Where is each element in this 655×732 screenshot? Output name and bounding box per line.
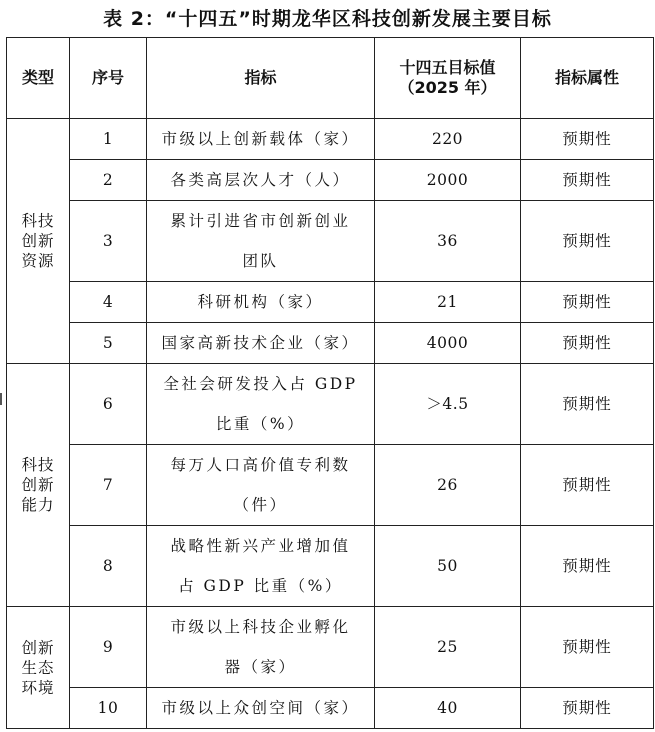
indicator-line: （件） (233, 496, 288, 514)
goals-table (6, 37, 654, 729)
indicator-line: 占 GDP 比重（%） (178, 577, 343, 595)
header-serial: 序号 (70, 38, 147, 119)
header-indicator: 指标 (147, 38, 375, 119)
indicator-line: 市级以上众创空间（家） (161, 699, 360, 717)
attribute-cell: 预期性 (521, 688, 654, 729)
category-line: 生态 (21, 658, 55, 677)
table-row (7, 323, 654, 364)
serial-cell: 10 (70, 688, 147, 729)
category-line: 创新 (21, 476, 55, 494)
target-cell: 25 (375, 607, 521, 688)
indicator-cell (147, 364, 375, 445)
table-row (7, 282, 654, 323)
serial-cell: 1 (70, 119, 147, 160)
attribute-cell: 预期性 (521, 607, 654, 688)
serial-cell: 3 (70, 201, 147, 282)
attribute-cell: 预期性 (521, 119, 654, 160)
table-row (7, 364, 654, 445)
table-row (7, 688, 654, 729)
table-row (7, 607, 654, 688)
indicator-cell (147, 688, 375, 729)
attribute-cell: 预期性 (521, 160, 654, 201)
header-target-line2: （2025 年） (398, 78, 497, 97)
indicator-line: 每万人口高价值专利数 (170, 456, 351, 474)
indicator-line: 市级以上创新载体（家） (161, 130, 360, 148)
serial-cell: 5 (70, 323, 147, 364)
target-cell: 36 (375, 201, 521, 282)
target-cell: 2000 (375, 160, 521, 201)
table-row (7, 201, 654, 282)
category-line: 能力 (21, 496, 55, 514)
indicator-line: 全社会研发投入占 GDP (163, 375, 358, 393)
target-cell: 26 (375, 445, 521, 526)
indicator-cell (147, 160, 375, 201)
indicator-line: 团队 (242, 252, 279, 270)
header-row (7, 38, 654, 119)
attribute-cell: 预期性 (521, 445, 654, 526)
target-cell: 220 (375, 119, 521, 160)
category-line: 科技 (21, 456, 55, 474)
category-cell (7, 119, 70, 364)
indicator-cell (147, 607, 375, 688)
header-target (375, 38, 521, 119)
serial-cell: 9 (70, 607, 147, 688)
serial-cell: 7 (70, 445, 147, 526)
indicator-cell (147, 445, 375, 526)
header-target-line1: 十四五目标值 (399, 58, 496, 77)
category-line: 环境 (21, 678, 55, 697)
page-edge-mark (0, 393, 2, 405)
category-cell (7, 607, 70, 729)
indicator-line: 比重（%） (215, 415, 306, 433)
indicator-line: 战略性新兴产业增加值 (170, 537, 351, 555)
header-attribute: 指标属性 (521, 38, 654, 119)
attribute-cell: 预期性 (521, 201, 654, 282)
indicator-line: 器（家） (224, 658, 297, 676)
target-cell: 40 (375, 688, 521, 729)
indicator-cell (147, 323, 375, 364)
table-row (7, 160, 654, 201)
indicator-cell (147, 282, 375, 323)
target-cell: 4000 (375, 323, 521, 364)
indicator-line: 各类高层次人才（人） (170, 171, 351, 189)
category-line: 资源 (21, 252, 55, 270)
category-line: 创新 (21, 638, 55, 657)
table-title: 表 2：“十四五”时期龙华区科技创新发展主要目标 (103, 8, 552, 30)
attribute-cell: 预期性 (521, 282, 654, 323)
target-cell: 21 (375, 282, 521, 323)
indicator-line: 国家高新技术企业（家） (161, 334, 360, 352)
attribute-cell: 预期性 (521, 364, 654, 445)
indicator-line: 累计引进省市创新创业 (170, 212, 351, 230)
attribute-cell: 预期性 (521, 323, 654, 364)
serial-cell: 2 (70, 160, 147, 201)
table-row (7, 526, 654, 607)
indicator-cell (147, 526, 375, 607)
indicator-cell (147, 119, 375, 160)
indicator-cell (147, 201, 375, 282)
target-cell: 50 (375, 526, 521, 607)
target-cell: ＞4.5 (375, 364, 521, 445)
category-line: 科技 (21, 212, 55, 230)
table-row (7, 445, 654, 526)
header-category: 类型 (7, 38, 70, 119)
category-line: 创新 (21, 232, 55, 250)
indicator-line: 市级以上科技企业孵化 (170, 618, 351, 636)
serial-cell: 6 (70, 364, 147, 445)
serial-cell: 4 (70, 282, 147, 323)
attribute-cell: 预期性 (521, 526, 654, 607)
indicator-line: 科研机构（家） (197, 293, 324, 311)
table-row (7, 119, 654, 160)
category-cell (7, 364, 70, 607)
serial-cell: 8 (70, 526, 147, 607)
